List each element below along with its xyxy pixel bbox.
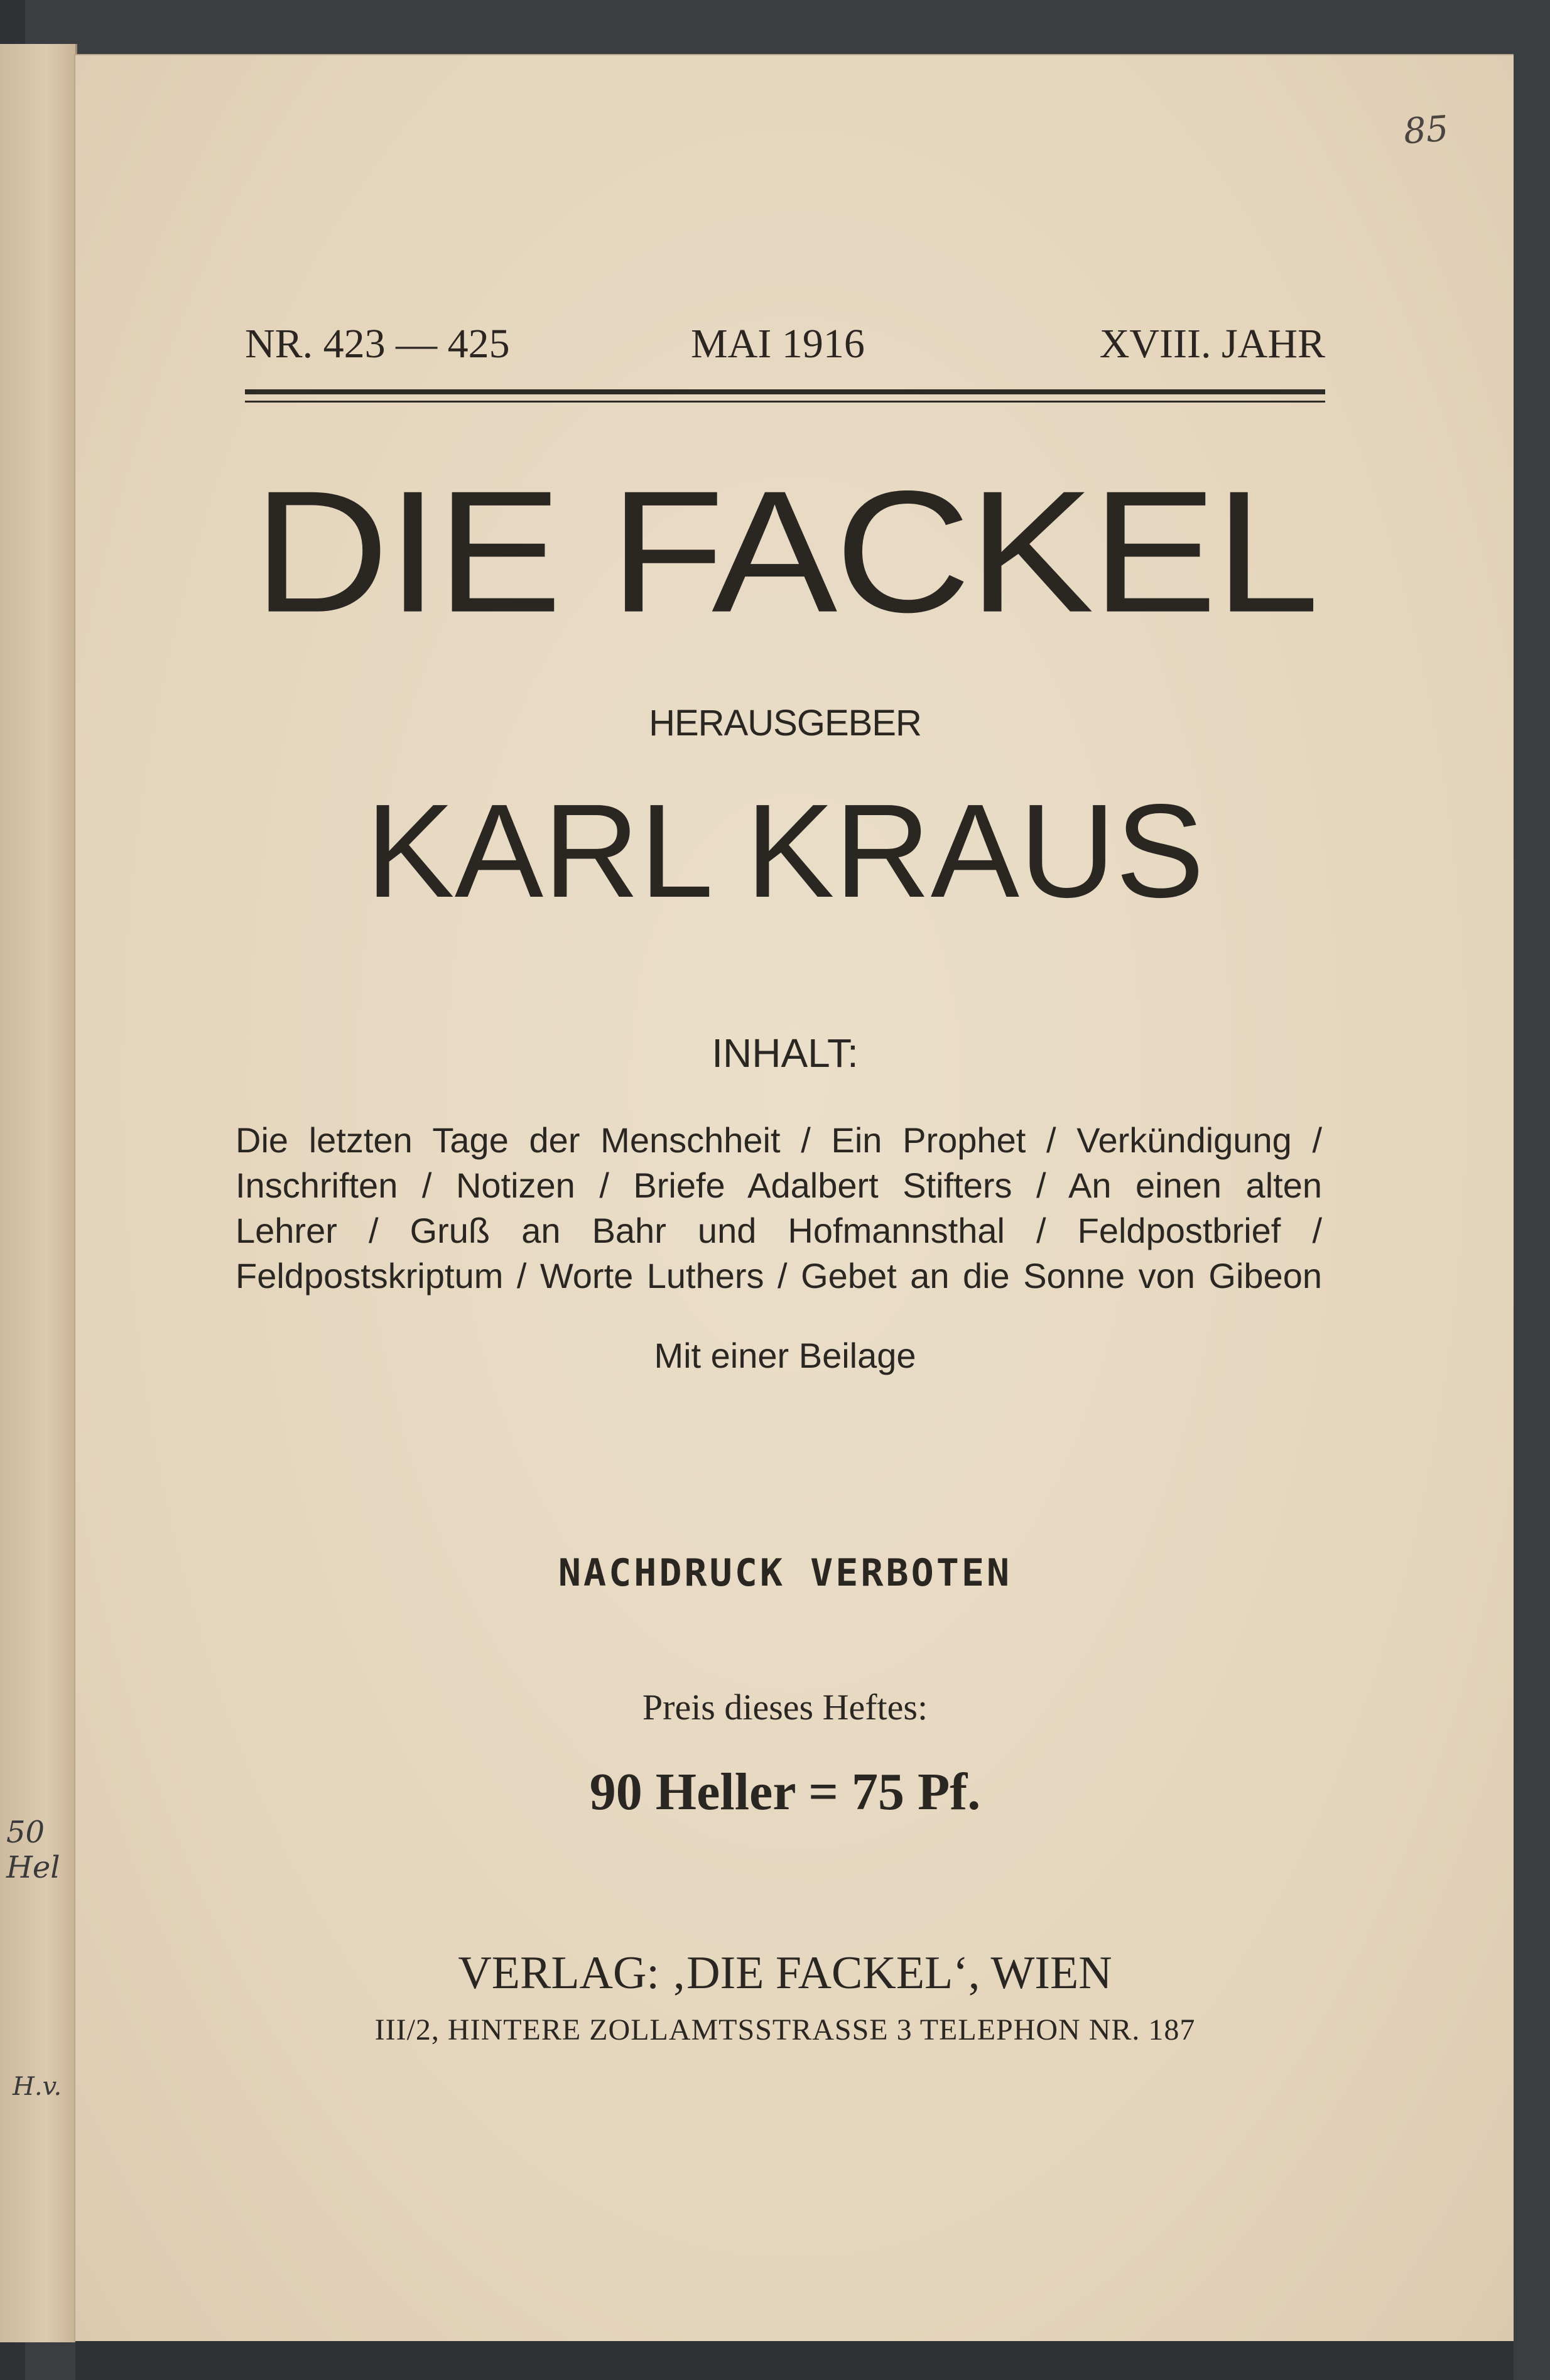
magazine-title: DIE FACKEL [253, 454, 1317, 649]
price-label: Preis dieses Heftes: [642, 1687, 928, 1728]
contents-heading: INHALT: [712, 1030, 859, 1076]
contents-line: Die letzten Tage der Menschheit / Ein Prophet / Verkündigung / [236, 1120, 1322, 1160]
masthead-rule-thin [245, 401, 1325, 403]
left-page-handwriting-2: H.v. [13, 2072, 62, 2101]
handwritten-page-number: 85 [1402, 108, 1450, 153]
publisher-address: III/2, HINTERE ZOLLAMTSSTRASSE 3 TELEPHON NR. 187 [374, 2013, 1196, 2047]
issue-number: NR. 423 — 425 [245, 321, 510, 367]
reprint-prohibited-notice: NACHDRUCK VERBOTEN [558, 1551, 1012, 1595]
masthead [245, 320, 1325, 367]
masthead-rule-thick [245, 389, 1325, 394]
contents-line: Feldpostskriptum / Worte Luthers / Gebet an die Sonne von Gibeon [236, 1256, 1322, 1295]
volume-year: XVIII. JAHR [1099, 321, 1325, 367]
contents-line: Inschriften / Notizen / Briefe Adalbert Stifters / An einen alten [236, 1166, 1322, 1205]
scanner-background-bottom [75, 2341, 1514, 2380]
scanner-background-right [1514, 0, 1550, 2380]
publisher-line: VERLAG: ‚DIE FACKEL‘, WIEN [458, 1947, 1112, 1999]
price-value: 90 Heller = 75 Pf. [589, 1763, 981, 1821]
previous-page-edge [0, 44, 77, 2342]
contents-line: Lehrer / Gruß an Bahr und Hofmannsthal / Feldpostbrief / [236, 1211, 1322, 1250]
supplement-note: Mit einer Beilage [654, 1336, 916, 1375]
contents-list [236, 1118, 1322, 1299]
publisher-label: HERAUSGEBER [649, 703, 921, 744]
left-page-handwriting-1: 50 Hel [6, 1815, 60, 1885]
issue-date: MAI 1916 [691, 321, 865, 367]
editor-name: KARL KRAUS [366, 776, 1205, 925]
